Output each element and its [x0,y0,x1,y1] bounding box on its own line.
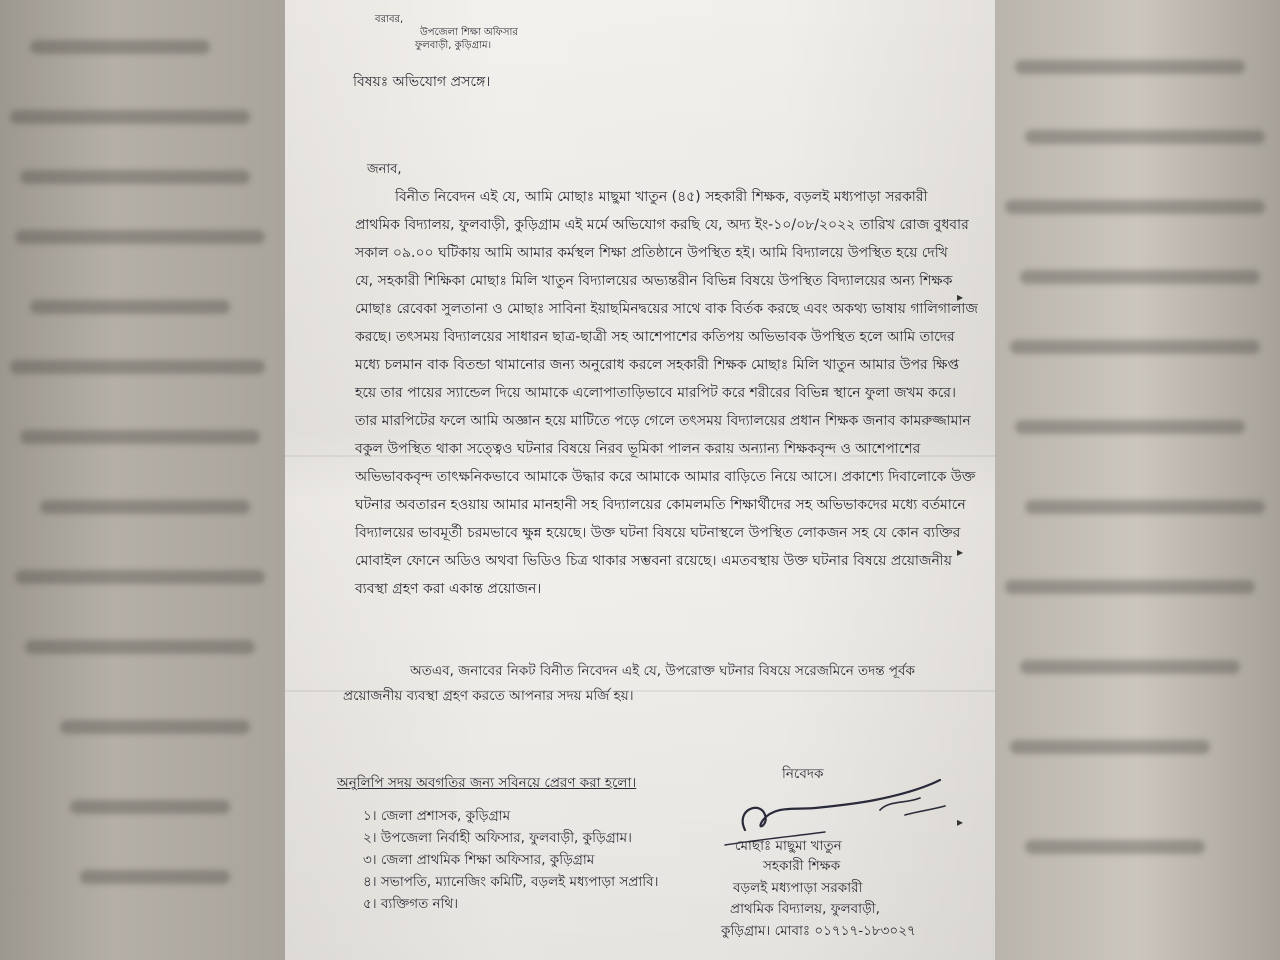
blurred-background-left [0,0,285,960]
body-line: প্রাথমিক বিদ্যালয়, ফুলবাড়ী, কুড়িগ্রাম এই মর্মে অভিযোগ করছি যে, অদ্য ইং-১০/০৮/২০২২ তারিখ রোজ বুধবার [355,217,969,233]
body-line: বিনীত নিবেদন এই যে, আমি মোছাঃ মাছুমা খাতুন (৪৫) সহকারী শিক্ষক, বড়লই মধ্যপাড়া সরকারী [395,189,928,205]
body-line: ঘটনার অবতারন হওয়ায় আমার মানহানী সহ বিদ্যালয়ের কোমলমতি শিক্ষার্থীদের সহ অভিভাকদের মধ্যে বর্তমানে [355,497,966,513]
salutation: জনাব, [367,162,402,177]
addressee-title: উপজেলা শিক্ষা অফিসার [420,27,518,38]
body-line: ব্যবস্থা গ্রহণ করা একান্ত প্রয়োজন। [355,581,542,597]
body-line: সকাল ০৯.০০ ঘটিকায় আমি আমার কর্মস্থল শিক্ষা প্রতিষ্ঠানে উপস্থিত হই। আমি বিদ্যালয়ে উপস্থিত হয়ে দেখি [355,245,948,261]
sender-name: মোছাঃ মাছুমা খাতুন [735,838,842,854]
body-line: যে, সহকারী শিক্ষিকা মোছাঃ মিলি খাতুন বিদ্যালয়ের অভ্যন্তরীন বিভিন্ন বিষয়ে উপস্থিত বিদ্যালয়ের অন্য শিক্ষক [355,273,953,289]
margin-mark: ▸ [957,290,964,304]
body-line: বিদ্যালয়ের ভাবমূর্তী চরমভাবে ক্ষুন্ন হয়েছে। উক্ত ঘটনা বিষয়ে ঘটনাস্থলে উপস্থিত লোকজন সহ যে কোন ব্যক্তির [355,525,961,541]
body-line: বকুল উপস্থিত থাকা সত্ত্বেও ঘটনার বিষয়ে নিরব ভূমিকা পালন করায় অন্যান্য শিক্ষকবৃন্দ ও আশেপাশের [355,441,921,457]
cc-item: ৫। ব্যক্তিগত নথি। [363,896,459,912]
addressee-to: বরাবর, [375,14,404,25]
cc-item: ৩। জেলা প্রাথমিক শিক্ষা অফিসার, কুড়িগ্রাম [363,852,595,868]
body-line: তার মারপিটের ফলে আমি অজ্ঞান হয়ে মাটিতে পড়ে গেলে তৎসময় বিদ্যালয়ের প্রধান শিক্ষক জনাব কামরুজ্জামান [355,413,971,429]
letter-document [285,0,995,960]
closing-line: অতএব, জনাবের নিকট বিনীত নিবেদন এই যে, উপরোক্ত ঘটনার বিষয়ে সরেজমিনে তদন্ত পূর্বক [410,663,915,679]
cc-title: অনুলিপি সদয় অবগতির জন্য সবিনয়ে প্রেরণ করা হলো। [337,775,637,791]
sender-contact: কুড়িগ্রাম। মোবাঃ ০১৭১৭-১৮৩০২৭ [721,923,916,939]
margin-mark: ▸ [957,815,964,829]
margin-mark: ▸ [957,545,964,559]
body-line: অভিভাবকবৃন্দ তাৎক্ষনিকভাবে আমাকে উদ্ধার করে আমাকে আমার বাড়িতে নিয়ে আসে। প্রকাশ্যে দিবালোকে উক্ত [355,469,976,485]
sender-school: বড়লই মধ্যপাড়া সরকারী [733,880,863,896]
body-line: মধ্যে চলমান বাক বিতন্ডা থামানোর জন্য অনুরোধ করলে সহকারী শিক্ষক মোছাঃ মিলি খাতুন আমার উপর ক্ষিপ্ত [355,357,959,373]
body-line: মোবাইল ফোনে অডিও অথবা ভিডিও চিত্র থাকার সম্ভবনা রয়েছে। এমতবস্থায় উক্ত ঘটনার বিষয়ে প্রয়োজনীয় [355,553,952,569]
subject-line: বিষয়ঃ অভিযোগ প্রসঙ্গে। [353,74,491,90]
body-line: হয়ে তার পায়ের স্যান্ডেল দিয়ে আমাকে এলোপাতাড়িভাবে মারপিট করে শরীরের বিভিন্ন স্থানে ফুলা জখম করে। [355,385,956,401]
sender-designation: সহকারী শিক্ষক [763,858,841,874]
cc-item: ১। জেলা প্রশাসক, কুড়িগ্রাম [363,808,511,824]
cc-item: ৪। সভাপতি, ম্যানেজিং কমিটি, বড়লই মধ্যপাড়া সপ্রাবি। [363,874,659,890]
addressee-place: ফুলবাড়ী, কুড়িগ্রাম। [415,40,492,51]
cc-item: ২। উপজেলা নির্বাহী অফিসার, ফুলবাড়ী, কুড়িগ্রাম। [363,830,632,846]
sender-label: নিবেদক [782,766,824,782]
closing-line: প্রয়োজনীয় ব্যবস্থা গ্রহণ করতে আপনার সদয় মর্জি হয়। [343,688,634,704]
body-line: মোছাঃ রেবেকা সুলতানা ও মোছাঃ সাবিনা ইয়াছমিনদ্বয়ের সাথে বাক বির্তক করছে এবং অকথ্য ভাষায় গালিগালাজ [355,301,978,317]
sender-school-address: প্রাথমিক বিদ্যালয়, ফুলবাড়ী, [730,901,880,917]
body-line: করছে। তৎসময় বিদ্যালয়ের সাধারন ছাত্র-ছাত্রী সহ আশেপাশের কতিপয় অভিভাবক উপস্থিত হলে আমি তাদের [355,329,955,345]
blurred-background-right [995,0,1280,960]
